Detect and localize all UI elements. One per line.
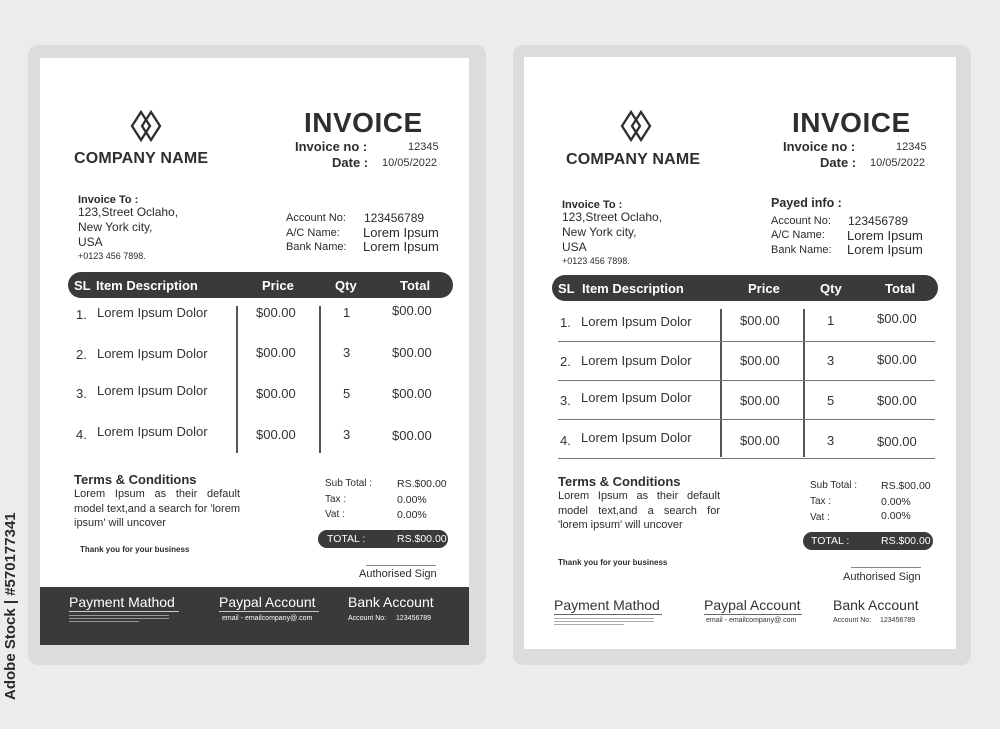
- row-description: Lorem Ipsum Dolor: [97, 305, 208, 320]
- row-price: $00.00: [740, 393, 780, 408]
- footer-bank-account: Bank Account: [348, 594, 434, 610]
- footer-fine-print: [554, 618, 654, 619]
- subtotal-value: RS.$00.00: [881, 480, 931, 492]
- column-divider: [236, 306, 238, 453]
- invoice-title: INVOICE: [792, 107, 911, 138]
- subtotal-value: RS.$00.00: [397, 478, 447, 490]
- col-header-price: Price: [748, 281, 780, 296]
- row-description: Lorem Ipsum Dolor: [581, 353, 692, 368]
- row-qty: 3: [343, 427, 351, 442]
- ac-name: Lorem Ipsum: [363, 225, 439, 240]
- terms-title: Terms & Conditions: [558, 474, 681, 489]
- tax-value: 0.00%: [881, 496, 911, 508]
- footer-fine-print: [69, 621, 139, 622]
- ac-name: Lorem Ipsum: [847, 228, 923, 243]
- row-divider: [558, 341, 935, 342]
- invoice-no-label: Invoice no :: [783, 139, 856, 154]
- tax-label: Tax :: [325, 494, 347, 505]
- account-no: 123456789: [848, 214, 909, 228]
- column-divider: [803, 309, 805, 457]
- bank-name: Lorem Ipsum: [363, 239, 439, 254]
- diamond-logo-icon: [620, 110, 652, 142]
- account-no-label: Account No:: [771, 215, 831, 227]
- footer-underline: [554, 614, 662, 615]
- footer-underline: [704, 614, 802, 615]
- footer-fine-print: [554, 624, 624, 625]
- row-divider: [558, 419, 935, 420]
- col-header-qty: Qty: [820, 281, 842, 296]
- total-pill: [803, 532, 933, 550]
- bank-name-label: Bank Name:: [771, 244, 832, 256]
- phone-number: +0123 456 7898.: [562, 256, 630, 266]
- terms-title: Terms & Conditions: [74, 472, 197, 487]
- phone-number: +0123 456 7898.: [78, 251, 146, 261]
- col-header-sl: SL: [74, 278, 91, 293]
- subtotal-label: Sub Total :: [810, 480, 858, 491]
- footer-fine-print: [69, 618, 169, 619]
- payed-info-label: Payed info :: [771, 196, 842, 210]
- row-price: $00.00: [740, 313, 780, 328]
- footer-underline: [69, 611, 179, 612]
- footer-payment-method: Payment Mathod: [69, 594, 175, 610]
- invoice-to-label: Invoice To :: [78, 194, 139, 206]
- row-total: $00.00: [392, 386, 432, 401]
- invoice-no-label: Invoice no :: [295, 139, 368, 154]
- row-sl: 4.: [560, 433, 571, 448]
- address-line-3: USA: [78, 235, 103, 249]
- diamond-logo-icon: [130, 110, 162, 142]
- total-pill: [318, 530, 448, 548]
- col-header-price: Price: [262, 278, 294, 293]
- row-description: Lorem Ipsum Dolor: [581, 430, 692, 445]
- footer-underline: [219, 611, 319, 612]
- bank-name-label: Bank Name:: [286, 241, 347, 253]
- vat-value: 0.00%: [397, 509, 427, 521]
- row-price: $00.00: [740, 353, 780, 368]
- company-name: COMPANY NAME: [74, 150, 209, 167]
- invoice-no: 12345: [896, 141, 927, 153]
- row-qty: 3: [343, 345, 351, 360]
- row-description: Lorem Ipsum Dolor: [581, 390, 692, 405]
- col-header-total: Total: [885, 281, 916, 296]
- row-sl: 3.: [560, 393, 571, 408]
- row-price: $00.00: [256, 386, 296, 401]
- row-total: $00.00: [877, 434, 917, 449]
- total-value: RS.$00.00: [881, 535, 931, 547]
- footer-paypal-account: Paypal Account: [219, 594, 316, 610]
- row-total: $00.00: [877, 393, 917, 408]
- row-qty: 1: [827, 313, 835, 328]
- column-divider: [720, 309, 722, 457]
- vat-value: 0.00%: [881, 510, 911, 522]
- row-qty: 5: [343, 386, 351, 401]
- tax-value: 0.00%: [397, 494, 427, 506]
- signature-line: [366, 565, 436, 566]
- footer-account-label: Account No:: [348, 615, 387, 622]
- row-sl: 2.: [560, 354, 571, 369]
- total-label: TOTAL :: [811, 535, 850, 547]
- row-total: $00.00: [877, 311, 917, 326]
- address-line-1: 123,Street Oclaho,: [78, 205, 179, 219]
- invoice-date: 10/05/2022: [382, 157, 438, 169]
- row-sl: 3.: [76, 386, 87, 401]
- col-header-description: Item Description: [582, 281, 684, 296]
- row-qty: 1: [343, 305, 351, 320]
- date-label: Date :: [820, 155, 857, 170]
- ac-name-label: A/C Name:: [286, 227, 340, 239]
- address-line-2: New York city,: [562, 225, 637, 239]
- row-divider: [558, 458, 935, 459]
- account-no: 123456789: [364, 211, 425, 225]
- row-description: Lorem Ipsum Dolor: [97, 383, 208, 398]
- vat-label: Vat :: [810, 512, 830, 523]
- col-header-qty: Qty: [335, 278, 357, 293]
- footer-account-label: Account No:: [833, 617, 872, 624]
- footer-email: email - emailcompany@.com: [222, 615, 313, 622]
- row-total: $00.00: [392, 428, 432, 443]
- row-price: $00.00: [740, 433, 780, 448]
- terms-text: Lorem Ipsum as their default model text,and a search for 'lorem ipsum' will uncover: [74, 488, 240, 529]
- column-divider: [319, 306, 321, 453]
- col-header-sl: SL: [558, 281, 575, 296]
- table-header-bar: [552, 275, 938, 301]
- row-divider: [558, 380, 935, 381]
- row-price: $00.00: [256, 345, 296, 360]
- address-line-2: New York city,: [78, 220, 153, 234]
- footer-paypal-account: Paypal Account: [704, 597, 801, 613]
- invoice-to-label: Invoice To :: [562, 199, 623, 211]
- col-header-description: Item Description: [96, 278, 198, 293]
- row-price: $00.00: [256, 305, 296, 320]
- row-sl: 1.: [76, 307, 87, 322]
- row-description: Lorem Ipsum Dolor: [581, 314, 692, 329]
- address-line-1: 123,Street Oclaho,: [562, 210, 663, 224]
- footer-fine-print: [554, 621, 654, 622]
- footer-bank-account: Bank Account: [833, 597, 919, 613]
- date-label: Date :: [332, 155, 369, 170]
- table-header-bar: [68, 272, 453, 298]
- stock-watermark: Adobe Stock | #570177341: [2, 512, 19, 700]
- thanks-note: Thank you for your business: [80, 545, 190, 554]
- footer-account-no: 123456789: [396, 615, 432, 622]
- footer-email: email - emailcompany@.com: [706, 617, 797, 624]
- signature-line: [851, 567, 921, 568]
- row-total: $00.00: [392, 303, 432, 318]
- invoice-sheet-left: [40, 58, 469, 645]
- col-header-total: Total: [400, 278, 431, 293]
- account-no-label: Account No:: [286, 212, 346, 224]
- row-total: $00.00: [392, 345, 432, 360]
- footer-fine-print: [69, 615, 169, 616]
- vat-label: Vat :: [325, 509, 345, 520]
- authorised-sign: Authorised Sign: [359, 568, 437, 580]
- row-description: Lorem Ipsum Dolor: [97, 424, 208, 439]
- row-qty: 3: [827, 353, 835, 368]
- footer-account-no: 123456789: [880, 617, 916, 624]
- row-description: Lorem Ipsum Dolor: [97, 346, 208, 361]
- bank-name: Lorem Ipsum: [847, 242, 923, 257]
- address-line-3: USA: [562, 240, 587, 254]
- row-total: $00.00: [877, 352, 917, 367]
- row-qty: 3: [827, 433, 835, 448]
- row-sl: 4.: [76, 427, 87, 442]
- terms-text: Lorem Ipsum as their default model text,and a search for 'lorem ipsum' will uncover: [558, 490, 720, 531]
- invoice-sheet-right: [524, 57, 956, 649]
- authorised-sign: Authorised Sign: [843, 571, 921, 583]
- row-qty: 5: [827, 393, 835, 408]
- thanks-note: Thank you for your business: [558, 558, 668, 567]
- company-name: COMPANY NAME: [566, 151, 701, 168]
- subtotal-label: Sub Total :: [325, 478, 373, 489]
- invoice-date: 10/05/2022: [870, 157, 926, 169]
- footer-bar: [40, 587, 469, 645]
- row-sl: 1.: [560, 315, 571, 330]
- footer-payment-method: Payment Mathod: [554, 597, 660, 613]
- invoice-no: 12345: [408, 141, 439, 153]
- total-label: TOTAL :: [327, 533, 366, 545]
- row-price: $00.00: [256, 427, 296, 442]
- total-value: RS.$00.00: [397, 533, 447, 545]
- ac-name-label: A/C Name:: [771, 229, 825, 241]
- invoice-title: INVOICE: [304, 107, 423, 138]
- row-sl: 2.: [76, 347, 87, 362]
- tax-label: Tax :: [810, 496, 832, 507]
